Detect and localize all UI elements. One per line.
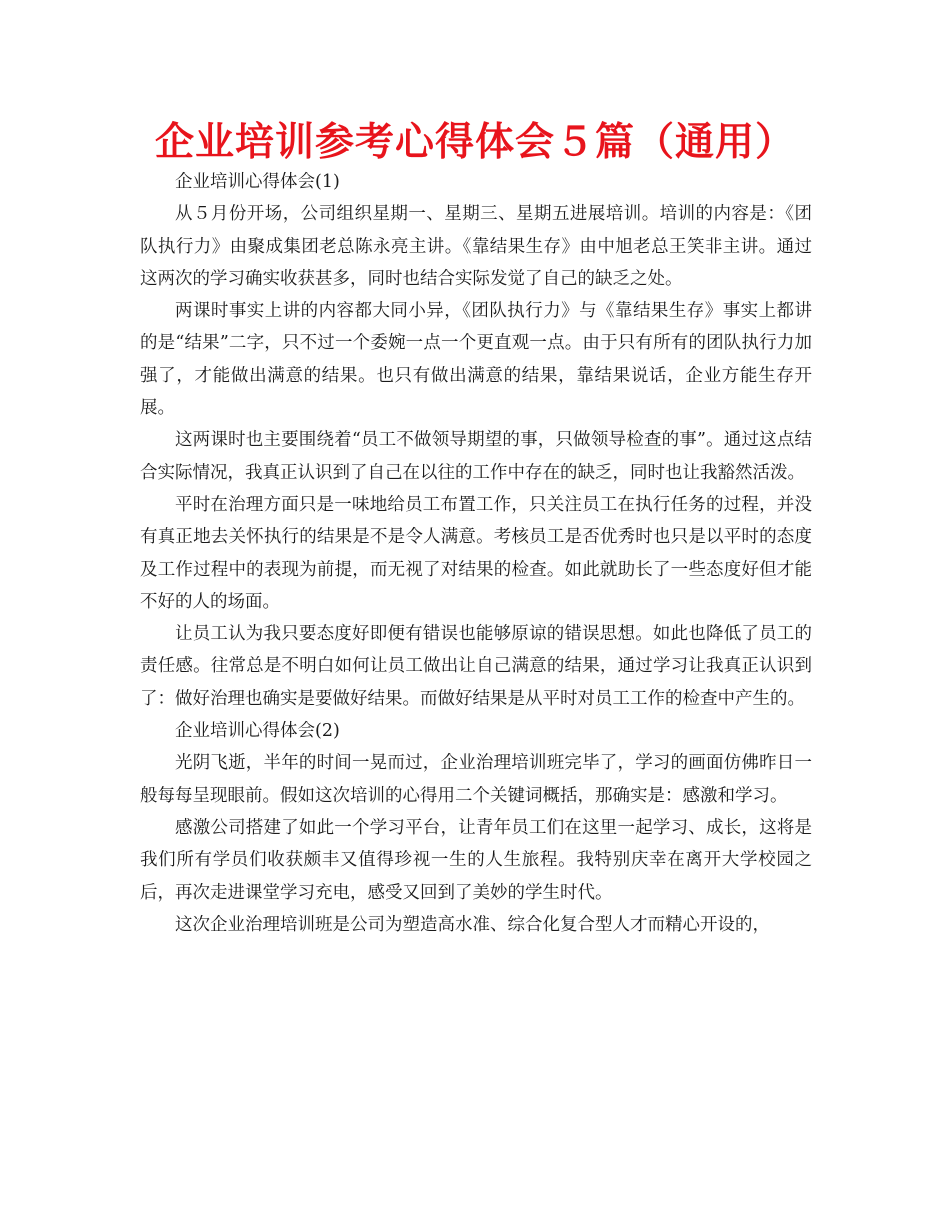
paragraph: 两课时事实上讲的内容都大同小异，《团队执行力》与《靠结果生存》事实上都讲的是“结果”二字，只不过一个委婉一点一个更直观一点。由于只有所有的团队执行力加强了，才能做出满意的结果。也只有做出满意的结果，靠结果说话，企业方能生存开展。 (140, 301, 812, 419)
paragraph: 这次企业治理培训班是公司为塑造高水准、综合化复合型人才而精心开设的， (175, 914, 770, 935)
section-heading: 企业培训心得体会(1) (175, 172, 340, 192)
paragraph: 让员工认为我只要态度好即便有错误也能够原谅的错误思想。如此也降低了员工的责任感。往常总是不明白如何让员工做出让自己满意的结果，通过学习让我真正认识到了：做好治理也确实是要做好结果。而做好结果是从平时对员工工作的检查中产生的。 (140, 624, 812, 709)
section-heading: 企业培训心得体会(2) (175, 721, 340, 742)
paragraph: 这两课时也主要围绕着“员工不做领导期望的事，只做领导检查的事”。通过这点结合实际情况，我真正认识到了自己在以往的工作中存在的缺乏，同时也让我豁然活泼。 (140, 430, 812, 483)
document-body (140, 166, 812, 941)
paragraph: 平时在治理方面只是一味地给员工布置工作，只关注员工在执行任务的过程，并没有真正地去关怀执行的结果是不是令人满意。考核员工是否优秀时也只是以平时的态度及工作过程中的表现为前提，而无视了对结果的检查。如此就助长了一些态度好但才能不好的人的场面。 (140, 494, 812, 612)
paragraph: 光阴飞逝，半年的时间一晃而过，企业治理培训班完毕了，学习的画面仿佛昨日一般每每呈现眼前。假如这次培训的心得用二个关键词概括，那确实是：感激和学习。 (140, 753, 812, 806)
paragraph: 感激公司搭建了如此一个学习平台，让青年员工们在这里一起学习、成长，这将是我们所有学员们收获颇丰又值得珍视一生的人生旅程。我特别庆幸在离开大学校园之后，再次走进课堂学习充电，感受又回到了美妙的学生时代。 (140, 817, 812, 903)
document-title: 企业培训参考心得体会５篇（通用） (154, 120, 795, 165)
paragraph: 从５月份开场，公司组织星期一、星期三、星期五进展培训。培训的内容是：《团队执行力》由聚成集团老总陈永亮主讲。《靠结果生存》由中旭老总王笑非主讲。通过这两次的学习确实收获甚多，同时也结合实际发觉了自己的缺乏之处。 (140, 204, 812, 289)
